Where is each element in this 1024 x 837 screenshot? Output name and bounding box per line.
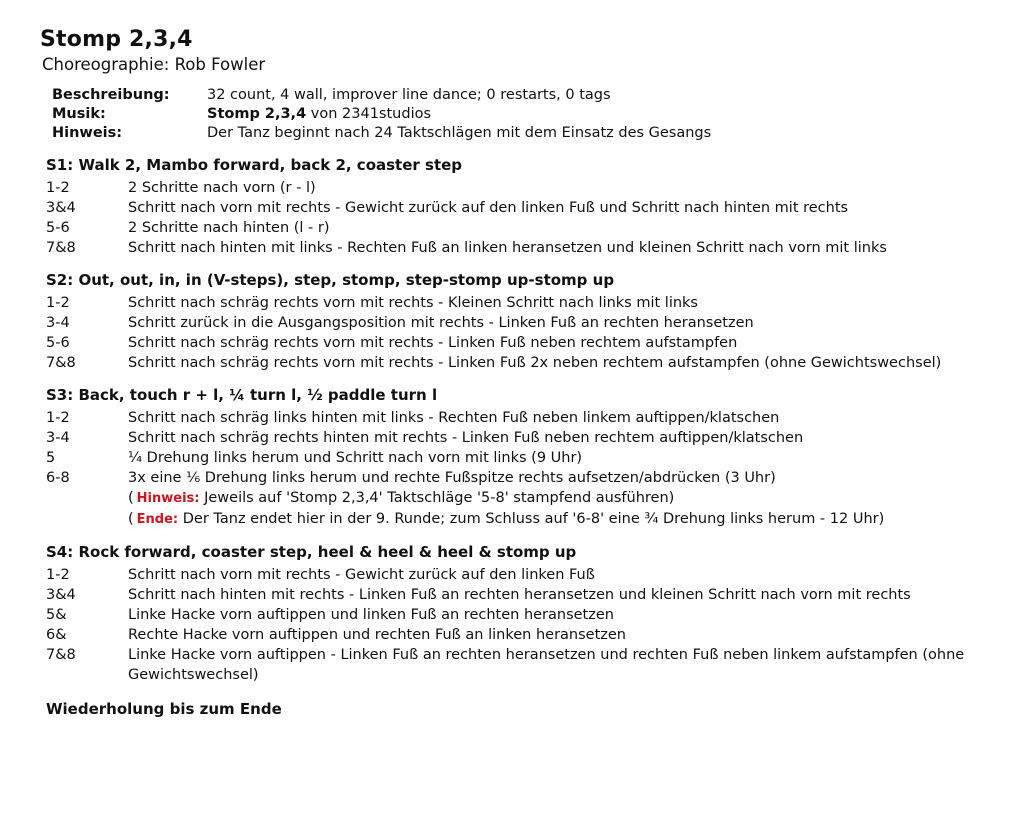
step-description: Schritt nach schräg rechts vorn mit rechts - Linken Fuß 2x neben rechtem aufstampfen (ohne Gewichtswechsel) [128, 355, 942, 371]
step-count: 1-2 [46, 567, 70, 583]
meta-music [52, 105, 1000, 124]
note-row [46, 509, 1000, 530]
step-description: 2 Schritte nach hinten (l - r) [128, 220, 330, 236]
step-count: 1-2 [46, 295, 70, 311]
meta-block [52, 86, 1000, 143]
step-description: Linke Hacke vorn auftippen und linken Fuß an rechten heransetzen [128, 607, 614, 623]
step-description: 2 Schritte nach vorn (r - l) [128, 180, 316, 196]
dance-sheet [40, 26, 1000, 719]
step-count: 5-6 [46, 220, 70, 236]
meta-label: Hinweis: [52, 125, 123, 141]
step-description: Schritt nach schräg links hinten mit links - Rechten Fuß neben linkem auftippen/klatschen [128, 410, 780, 426]
step-row [46, 333, 1000, 353]
step-description: ¼ Drehung links herum und Schritt nach vorn mit links (9 Uhr) [128, 450, 583, 466]
section-3 [40, 385, 1000, 530]
note-text [128, 488, 1000, 509]
step-row [46, 313, 1000, 333]
step-count: 6-8 [46, 470, 70, 486]
note-label: Ende: [136, 512, 179, 527]
step-row [46, 428, 1000, 448]
step-row [46, 238, 1000, 258]
note-open-paren: ( [128, 511, 134, 527]
section-4 [40, 542, 1000, 685]
note-label: Hinweis: [136, 491, 200, 506]
meta-label: Beschreibung: [52, 87, 170, 103]
note-indent [46, 488, 128, 509]
step-count: 3&4 [46, 200, 76, 216]
step-row [46, 293, 1000, 313]
step-count: 6& [46, 627, 67, 643]
step-description: Schritt nach hinten mit links - Rechten Fuß an linken heransetzen und kleinen Schritt nach vorn mit links [128, 240, 887, 256]
step-description: Schritt nach schräg rechts vorn mit rechts - Kleinen Schritt nach links mit links [128, 295, 698, 311]
step-row [46, 218, 1000, 238]
note-row [46, 488, 1000, 509]
step-description: Linke Hacke vorn auftippen - Linken Fuß an rechten heransetzen und rechten Fuß neben linkem aufstampfen (ohne Gewichtswechsel) [128, 647, 965, 683]
step-count: 1-2 [46, 410, 70, 426]
step-description: Schritt nach hinten mit rechts - Linken Fuß an rechten heransetzen und kleinen Schritt nach vorn mit rechts [128, 587, 911, 603]
sections [40, 155, 1000, 685]
section-title: S1: Walk 2, Mambo forward, back 2, coaster step [46, 156, 463, 174]
page-title: Stomp 2,3,4 [40, 27, 193, 52]
section-title: S2: Out, out, in, in (V-steps), step, stomp, step-stomp up-stomp up [46, 271, 615, 289]
step-count: 3-4 [46, 315, 70, 331]
meta-label: Musik: [52, 106, 106, 122]
step-description: Schritt zurück in die Ausgangsposition mit rechts - Linken Fuß an rechten heransetzen [128, 315, 754, 331]
meta-value: Der Tanz beginnt nach 24 Taktschlägen mit dem Einsatz des Gesangs [207, 125, 712, 141]
step-description: Rechte Hacke vorn auftippen und rechten Fuß an linken heransetzen [128, 627, 626, 643]
step-row [46, 565, 1000, 585]
music-title: Stomp 2,3,4 [207, 106, 307, 122]
step-row [46, 625, 1000, 645]
choreographer: Choreographie: Rob Fowler [42, 55, 266, 74]
footer-repeat: Wiederholung bis zum Ende [46, 700, 282, 718]
step-row [46, 605, 1000, 625]
note-open-paren: ( [128, 490, 134, 506]
section-title: S4: Rock forward, coaster step, heel & heel & heel & stomp up [46, 543, 577, 561]
step-row [46, 585, 1000, 605]
step-count: 7&8 [46, 355, 76, 371]
meta-note [52, 124, 1000, 143]
step-count: 7&8 [46, 647, 76, 663]
section-title: S3: Back, touch r + l, ¼ turn l, ½ paddle turn l [46, 386, 438, 404]
step-count: 5-6 [46, 335, 70, 351]
step-row [46, 178, 1000, 198]
meta-value [207, 105, 431, 124]
step-row [46, 408, 1000, 428]
music-artist: von 2341studios [306, 106, 432, 122]
step-row [46, 448, 1000, 468]
section-2 [40, 270, 1000, 373]
step-row [46, 353, 1000, 373]
meta-description [52, 86, 1000, 105]
meta-value: 32 count, 4 wall, improver line dance; 0 restarts, 0 tags [207, 87, 611, 103]
step-count: 1-2 [46, 180, 70, 196]
step-description: 3x eine ⅙ Drehung links herum und rechte Fußspitze rechts aufsetzen/abdrücken (3 Uhr) [128, 470, 776, 486]
step-count: 3&4 [46, 587, 76, 603]
note-text [128, 509, 1000, 530]
step-description: Schritt nach schräg rechts vorn mit rechts - Linken Fuß neben rechtem aufstampfen [128, 335, 738, 351]
note-body: Der Tanz endet hier in der 9. Runde; zum Schluss auf '6-8' eine ¾ Drehung links herum - 12 Uhr) [178, 511, 885, 527]
step-row [46, 468, 1000, 488]
step-description: Schritt nach vorn mit rechts - Gewicht zurück auf den linken Fuß [128, 567, 595, 583]
step-row [46, 198, 1000, 218]
step-description: Schritt nach schräg rechts hinten mit rechts - Linken Fuß neben rechtem auftippen/klatschen [128, 430, 804, 446]
step-row [46, 645, 1000, 685]
note-body: Jeweils auf 'Stomp 2,3,4' Taktschläge '5-8' stampfend ausführen) [199, 490, 675, 506]
step-count: 3-4 [46, 430, 70, 446]
note-indent [46, 509, 128, 530]
section-1 [40, 155, 1000, 258]
step-count: 7&8 [46, 240, 76, 256]
step-count: 5 [46, 450, 56, 466]
step-count: 5& [46, 607, 67, 623]
step-description: Schritt nach vorn mit rechts - Gewicht zurück auf den linken Fuß und Schritt nach hinten mit rechts [128, 200, 849, 216]
